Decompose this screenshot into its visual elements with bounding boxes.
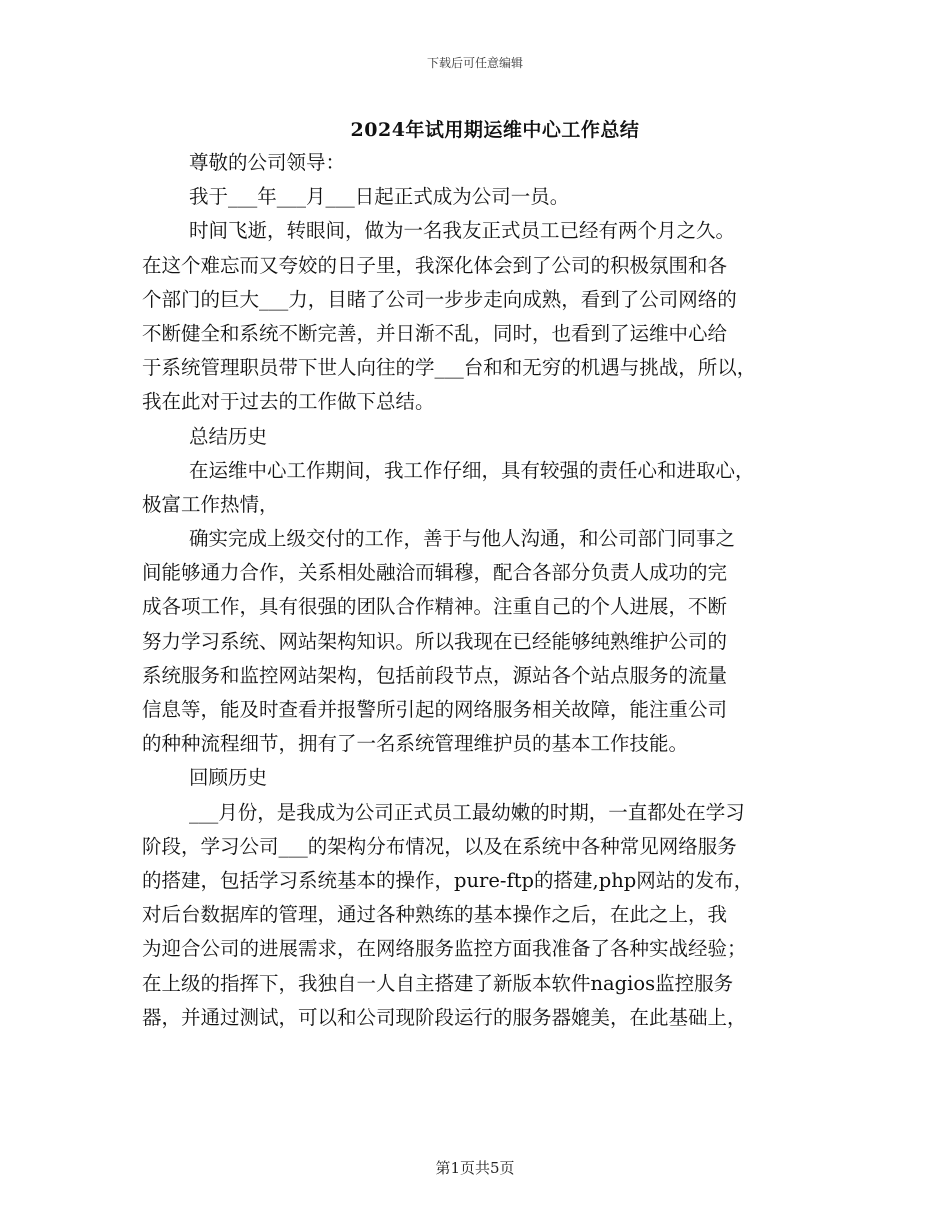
- page-number: 第1页共5页: [435, 1159, 515, 1177]
- text-line: 信息等，能及时查看并报警所引起的网络服务相关故障，能注重公司: [142, 698, 728, 721]
- text-line: 对后台数据库的管理，通过各种熟练的基本操作之后，在此之上，我: [142, 903, 728, 927]
- text-line: 的搭建，包括学习系统基本的操作，pure-ftp的搭建,php网站的发布，: [142, 868, 754, 892]
- text-line: 为迎合公司的进展需求，在网络服务监控方面我准备了各种实战经验；: [142, 937, 747, 961]
- text-line: 于系统管理职员带下世人向往的学___台和和无穷的机遇与挑战，所以，: [142, 356, 757, 380]
- text-line: 成各项工作，具有很强的团队合作精神。注重自己的个人进展，不断: [142, 595, 728, 619]
- text-line: 我于___年___月___日起正式成为公司一员。: [189, 185, 570, 209]
- text-line: 不断健全和系统不断完善，并日渐不乱，同时，也看到了运维中心给: [142, 321, 728, 345]
- text-line: 阶段，学习公司___的架构分布情况，以及在系统中各种常见网络服务: [142, 834, 737, 858]
- document-title: 2024年试用期运维中心工作总结: [350, 119, 640, 141]
- text-line: 极富工作热情，: [142, 492, 279, 516]
- text-line: 确实完成上级交付的工作，善于与他人沟通，和公司部门同事之: [189, 527, 736, 551]
- text-line: 回顾历史: [189, 766, 268, 790]
- text-line: 时间飞逝，转眼间，做为一名我友正式员工已经有两个月之久。: [189, 219, 736, 243]
- text-line: 尊敬的公司领导：: [189, 151, 346, 174]
- document-body: [142, 146, 814, 1035]
- text-line: 间能够通力合作，关系相处融洽而辑穆，配合各部分负责人成功的完: [142, 561, 728, 585]
- text-line: 的种种流程细节，拥有了一名系统管理维护员的基本工作技能。: [142, 732, 689, 756]
- text-line: 系统服务和监控网站架构，包括前段节点，源站各个站点服务的流量: [142, 663, 728, 687]
- text-line: ___月份，是我成为公司正式员工最幼嫩的时期，一直都处在学习: [189, 800, 745, 824]
- text-line: 在上级的指挥下，我独自一人自主搭建了新版本软件nagios监控服务: [142, 971, 734, 995]
- download-note: 下载后可任意编辑: [426, 56, 523, 70]
- text-line: 我在此对于过去的工作做下总结。: [142, 390, 435, 414]
- text-line: 器，并通过测试，可以和公司现阶段运行的服务器媲美，在此基础上，: [142, 1005, 747, 1029]
- text-line: 总结历史: [189, 424, 268, 448]
- text-line: 个部门的巨大___力，目睹了公司一步步走向成熟，看到了公司网络的: [142, 287, 737, 311]
- text-line: 在这个难忘而又夸姣的日子里，我深化体会到了公司的积极氛围和各: [142, 253, 728, 277]
- text-line: 努力学习系统、网站架构知识。所以我现在已经能够纯熟维护公司的: [142, 629, 728, 653]
- text-line: 在运维中心工作期间，我工作仔细，具有较强的责任心和进取心，: [189, 458, 755, 482]
